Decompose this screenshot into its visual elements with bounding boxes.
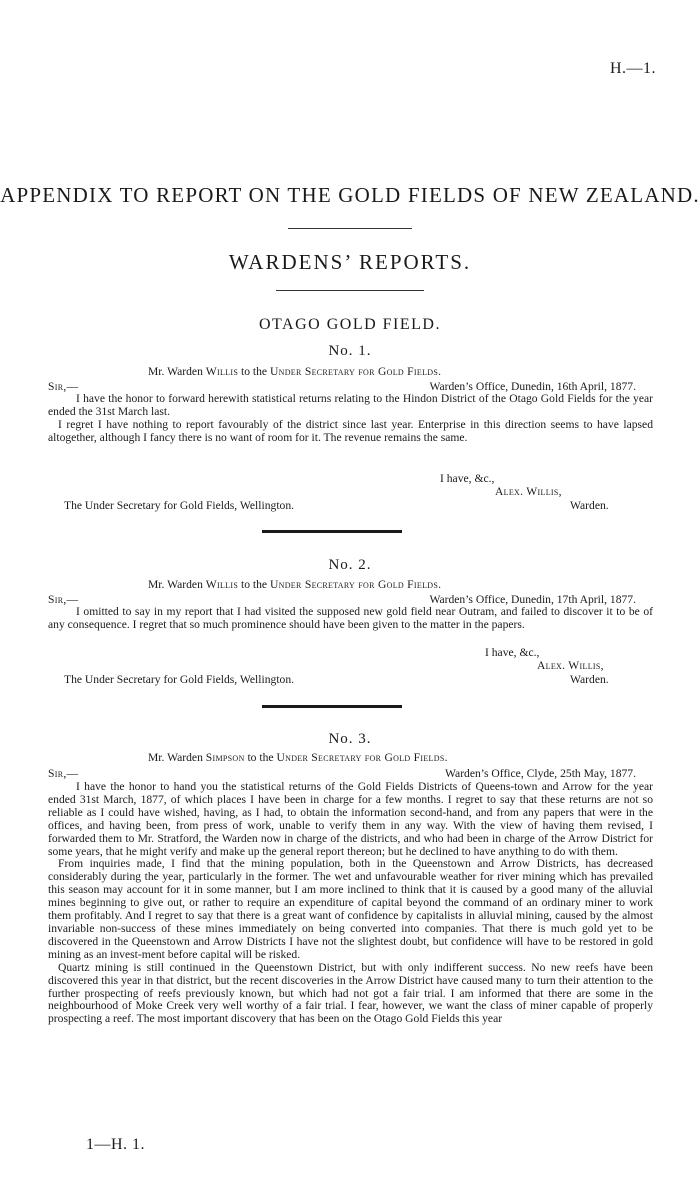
letter-1-signer-title: Warden.: [570, 499, 609, 512]
letter-1-closing: I have, &c.,: [440, 472, 495, 485]
letter-1-paragraph: I have the honor to forward herewith statistical returns relating to the Hindon District of the Otago Gold Fields for the year ended the 31st March last.: [48, 392, 653, 418]
letter-3-number: No. 3.: [328, 731, 372, 747]
letter-3-heading: Mr. Warden Simpson to the Under Secretary for Gold Fields.: [148, 751, 448, 764]
section-divider: [276, 290, 424, 291]
title-divider: [288, 228, 412, 229]
letter-2-recipient: Under Secretary for Gold Fields: [269, 578, 439, 591]
letter-2-signature: Alex. Willis,: [537, 659, 604, 672]
letter-1-salutation: Sir,—: [48, 380, 79, 393]
letter-2-paragraph: I omitted to say in my report that I had visited the supposed new gold field near Outram, and failed to discover it to be of any consequence. I regret that so much prominence should have been given to the matter in the papers.: [48, 605, 653, 631]
letter-2-addressee: The Under Secretary for Gold Fields, Wellington.: [64, 673, 295, 686]
letter-1-signature: Alex. Willis,: [495, 485, 562, 498]
letter-2-sender: Willis: [205, 578, 239, 591]
letter-2-heading: Mr. Warden Willis to the Under Secretary for Gold Fields.: [148, 578, 441, 591]
letter-1-sender: Willis: [205, 365, 239, 378]
letter-2-closing: I have, &c.,: [485, 646, 540, 659]
letter-3-paragraph: From inquiries made, I find that the mining population, both in the Queenstown and Arrow Districts, has decreased considerably during the year, particularly in the former. The wet and unfavourable weather for river mining which has prevailed this season may account for it in some manner, but I am more inclined to think that it is caused by a good many of the alluvial mines beginning to give out, or rather to require an expenditure of capital beyond the command of an ordinary miner to work them profitably. And I regret to say that there is a great want of confidence by capitalists in alluvial mining, caused by the almost invariable non-success of these mines immediately on being converted into companies. That there is much gold yet to be discovered in the Queenstown and Arrow Districts I have not the slightest doubt, but confidence will have to be restored in gold mining as an invest-ment before capital will be risked.: [48, 857, 653, 961]
letter-2-dateline: Warden’s Office, Dunedin, 17th April, 1877.: [429, 593, 636, 606]
letter-2-number: No. 2.: [328, 557, 372, 573]
letter-1-paragraph: I regret I have nothing to report favourably of the district since last year. Enterprise in this direction seems to have lapsed altogether, although I fancy there is no want of room for it. The revenue remains the same.: [48, 417, 653, 444]
letter-2-signer-title: Warden.: [570, 673, 609, 686]
letter-divider: [262, 530, 402, 533]
signature-mark: 1—H. 1.: [86, 1136, 146, 1153]
letter-3-dateline: Warden’s Office, Clyde, 25th May, 1877.: [445, 767, 636, 780]
letter-1-body: [48, 393, 653, 445]
letter-1-addressee: The Under Secretary for Gold Fields, Wellington.: [64, 499, 295, 512]
letter-3-sender: Simpson: [205, 751, 245, 764]
letter-3-salutation: Sir,—: [48, 767, 79, 780]
letter-2-salutation: Sir,—: [48, 593, 79, 606]
letter-1-recipient: Under Secretary for Gold Fields: [269, 365, 439, 378]
letter-1-number: No. 1.: [328, 343, 372, 359]
letter-2-body: [48, 606, 653, 632]
letter-divider: [262, 705, 402, 708]
letter-3-paragraph: I have the honor to hand you the statistical returns of the Gold Fields Districts of Queens-town and Arrow for the year ended 31st March, 1877, of which places I have been in charge for a few months. I regret to say that these returns are not so reliable as I could have wished, having, as I had, to obtain the information second-hand, and from any papers that were in the offices, and having been, from press of work, unable to verify them in any way. With the view of having them revised, I forwarded them to Mr. Stratford, the Warden now in charge of the districts, and who had been in charge of the Arrow District for some years, that he might verify and make up the general report thereon; but he declined to have anything to do with them.: [48, 780, 653, 858]
letter-1-dateline: Warden’s Office, Dunedin, 16th April, 1877.: [429, 380, 636, 393]
letter-3-body: [48, 781, 653, 1026]
page-identifier: H.—1.: [609, 60, 656, 77]
letter-3-recipient: Under Secretary for Gold Fields: [276, 751, 445, 764]
field-title: OTAGO GOLD FIELD.: [259, 316, 441, 333]
letter-1-heading: Mr. Warden Willis to the Under Secretary for Gold Fields.: [148, 365, 441, 378]
section-title: WARDENS’ REPORTS.: [228, 250, 472, 274]
main-title: APPENDIX TO REPORT ON THE GOLD FIELDS OF NEW ZEALAND.: [0, 183, 700, 207]
letter-3-paragraph: Quartz mining is still continued in the Queenstown District, but with only indifferent success. No new reefs have been discovered this year in that district, but the recent discoveries in the Arrow District have caused many to turn their attention to the further prospecting of reefs previously known, but which had not got a fair trial. I am informed that there are some in the neighbourhood of Moke Creek very well worthy of a fair trial. I fear, however, we want the class of miner capable of properly prospecting a reef. The most important discovery that has been on the Otago Gold Fields this year: [48, 960, 653, 1026]
